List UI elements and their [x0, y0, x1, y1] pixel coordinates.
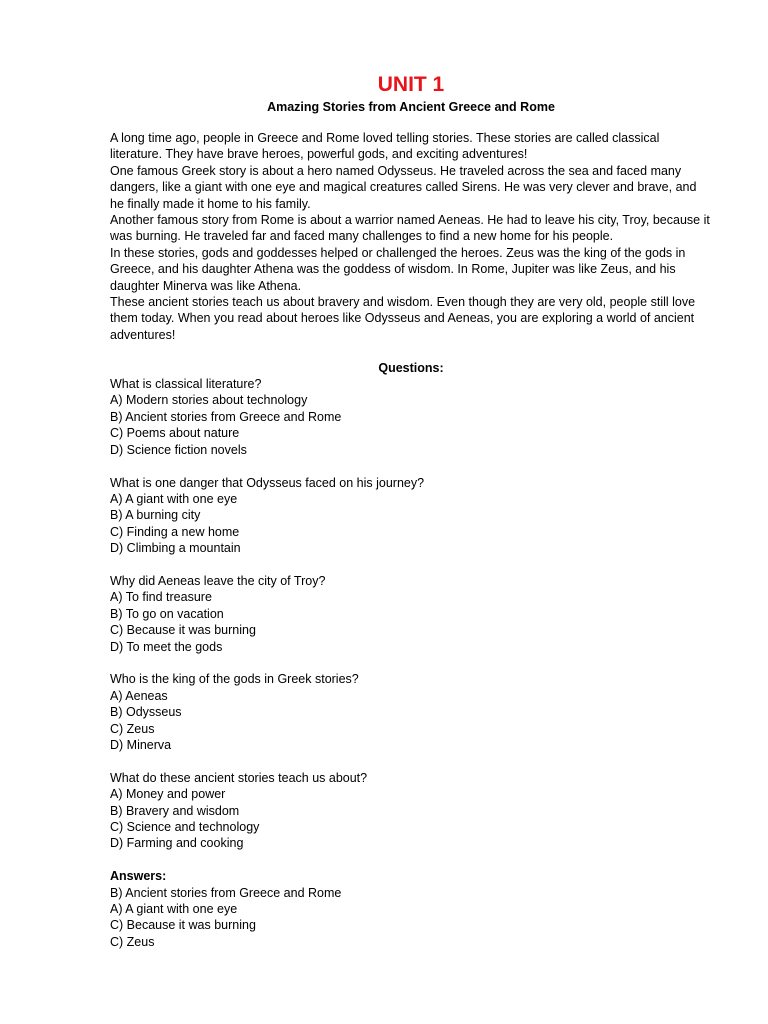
question-prompt: What is classical literature? [110, 377, 262, 392]
answer-option: B) Ancient stories from Greece and Rome [110, 409, 342, 424]
answer-option: D) Science fiction novels [110, 442, 247, 457]
answer-option: B) To go on vacation [110, 606, 224, 621]
answer-option: A) Modern stories about technology [110, 393, 308, 408]
story-text [110, 130, 712, 343]
question-block [110, 573, 712, 655]
answer-option: C) Because it was burning [110, 623, 256, 638]
question-block [110, 671, 712, 753]
story-paragraph: Another famous story from Rome is about a warrior named Aeneas. He had to leave his city, Troy, because it was burning. He traveled far and faced many challenges to find a new home for his people. [110, 213, 710, 244]
question-block [110, 475, 712, 557]
answer-option: A) Money and power [110, 787, 226, 802]
question-block [110, 376, 712, 458]
question-prompt: What is one danger that Odysseus faced on his journey? [110, 475, 425, 490]
document-page [110, 72, 712, 950]
question-prompt: Who is the king of the gods in Greek stories? [110, 672, 359, 687]
story-paragraph: These ancient stories teach us about bravery and wisdom. Even though they are very old, people still love them today. When you read about heroes like Odysseus and Aeneas, you are exploring a world of ancient adventures! [110, 295, 696, 342]
answer-option: C) Zeus [110, 721, 155, 736]
story-paragraph: In these stories, gods and goddesses helped or challenged the heroes. Zeus was the king of the gods in Greece, and his daughter Athena was the goddess of wisdom. In Rome, Jupiter was like Zeus, and his daughter Minerva was like Athena. [110, 245, 686, 293]
answer-option: B) A burning city [110, 508, 201, 523]
document-subtitle: Amazing Stories from Ancient Greece and Rome [267, 100, 555, 114]
questions-heading: Questions: [378, 360, 444, 375]
answer-option: A) Aeneas [110, 688, 168, 703]
unit-title: UNIT 1 [377, 73, 445, 96]
answer-key [110, 868, 712, 950]
question-prompt: What do these ancient stories teach us about? [110, 770, 368, 785]
answer-option: B) Bravery and wisdom [110, 803, 240, 818]
answer-option: D) Minerva [110, 737, 172, 752]
answer-option: A) A giant with one eye [110, 491, 238, 506]
answer-option: D) Farming and cooking [110, 836, 244, 851]
question-prompt: Why did Aeneas leave the city of Troy? [110, 573, 326, 588]
answer-option: A) To find treasure [110, 590, 212, 605]
answer-key-item: C) Because it was burning [110, 918, 256, 933]
answer-option: C) Finding a new home [110, 524, 240, 539]
answer-option: B) Odysseus [110, 705, 182, 720]
answer-option: D) Climbing a mountain [110, 541, 241, 556]
answer-key-item: C) Zeus [110, 934, 155, 949]
answer-option: C) Science and technology [110, 819, 260, 834]
answer-option: C) Poems about nature [110, 426, 240, 441]
answer-key-item: B) Ancient stories from Greece and Rome [110, 885, 342, 900]
answer-key-item: A) A giant with one eye [110, 902, 238, 916]
story-paragraph: A long time ago, people in Greece and Rome loved telling stories. These stories are called classical literature. They have brave heroes, powerful gods, and exciting adventures! [110, 131, 660, 162]
story-paragraph: One famous Greek story is about a hero named Odysseus. He traveled across the sea and faced many dangers, like a giant with one eye and magical creatures called Sirens. He was very clever and brave, and he finally made it home to his family. [110, 163, 697, 211]
answer-option: D) To meet the gods [110, 639, 223, 654]
answers-heading: Answers: [110, 869, 167, 884]
question-block [110, 770, 712, 852]
